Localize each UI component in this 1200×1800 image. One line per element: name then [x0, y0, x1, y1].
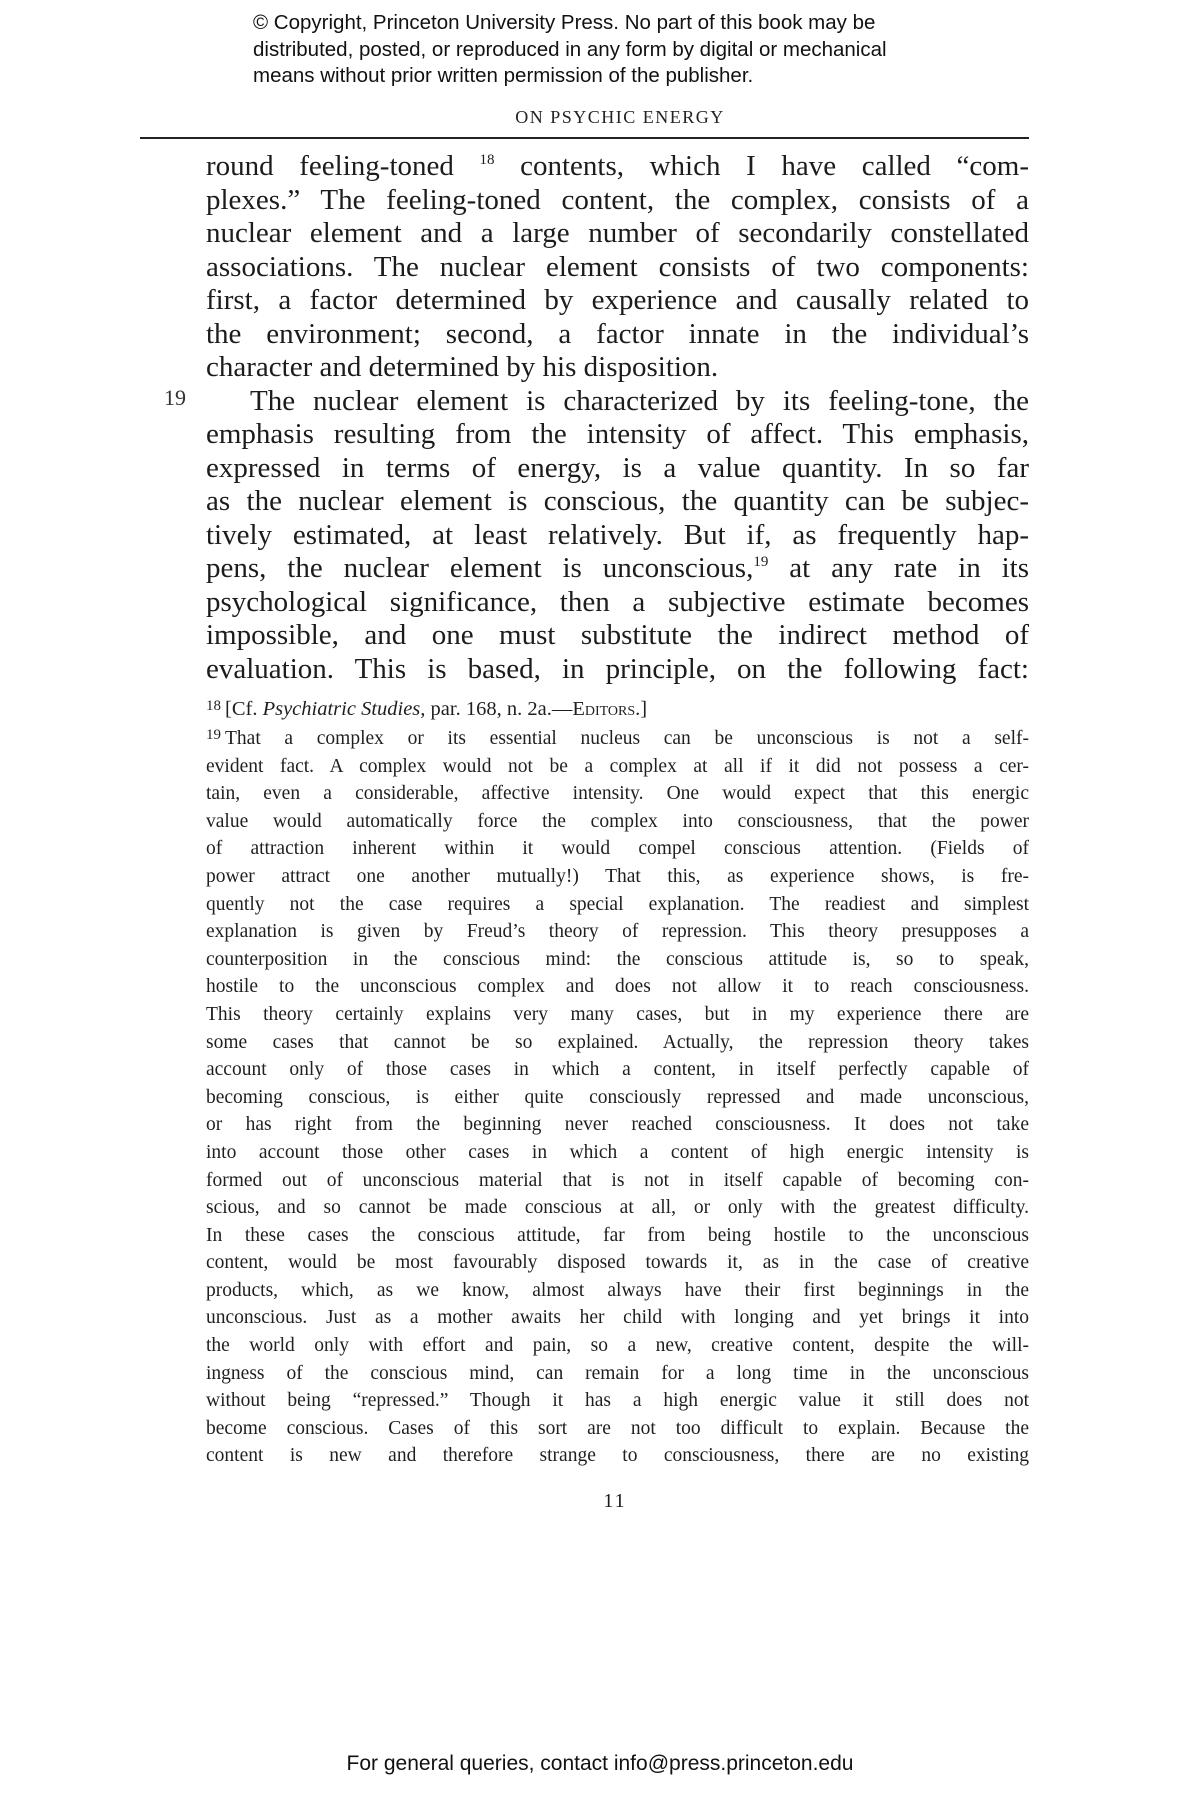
footnote-line: ingness of the conscious mind, can remain for a long time in the unconscious — [206, 1362, 1029, 1384]
body-text — [206, 150, 1029, 686]
copyright-line: means without prior written permission of the publisher. — [253, 64, 754, 87]
footnote-line: counterposition in the conscious mind: the conscious attitude is, so to speak, — [206, 948, 1029, 970]
text-line: associations. The nuclear element consists of two components: — [206, 250, 1029, 283]
footnote-line: account only of those cases in which a content, in itself perfectly capable of — [206, 1059, 1029, 1081]
footnote-18: $^{18}$ [Cf. Psychiatric Studies, par. 168, n. 2a.—Editors.] — [206, 698, 648, 720]
footnote-19 — [206, 725, 1029, 1470]
text-line: nuclear element and a large number of secondarily constellated — [206, 217, 1029, 249]
running-head: ON PSYCHIC ENERGY — [515, 107, 725, 127]
footnote-ref-19[interactable]: 19 — [753, 554, 769, 570]
text-line: impossible, and one must substitute the indirect method of — [206, 619, 1029, 651]
footnote-line: formed out of unconscious material that is not in itself capable of becoming con- — [206, 1169, 1029, 1191]
footnote-line: value would automatically force the complex into consciousness, that the power — [206, 810, 1029, 832]
footnote-line: evident fact. A complex would not be a complex at all if it did not possess a cer- — [206, 755, 1029, 777]
text-line: expressed in terms of energy, is a value quantity. In so far — [206, 451, 1029, 484]
footnote-ref-18[interactable]: 18 — [479, 152, 495, 168]
footnote-line: $^{19}$ That a complex or its essential nucleus can be unconscious is not a self- — [206, 727, 1029, 749]
footnote-line: become conscious. Cases of this sort are not too difficult to explain. Because the — [206, 1417, 1029, 1439]
text-line: The nuclear element is characterized by its feeling-tone, the — [250, 384, 1029, 417]
text-line: character and determined by his disposition. — [206, 351, 719, 383]
footnote-mark: 18 — [206, 698, 221, 714]
footnote-line: or has right from the beginning never reached consciousness. It does not take — [206, 1114, 1029, 1136]
footnote-line: This theory certainly explains very many cases, but in my experience there are — [206, 1003, 1029, 1025]
footnote-line: of attraction inherent within it would compel conscious attention. (Fields of — [206, 838, 1029, 860]
footnote-line: products, which, as we know, almost always have their first beginnings in the — [206, 1279, 1029, 1301]
text-line: first, a factor determined by experience and causally related to — [206, 284, 1029, 316]
text-line: the environment; second, a factor innate in the individual’s — [206, 317, 1029, 350]
footnote-line: content is new and therefore strange to consciousness, there are no existing — [206, 1445, 1029, 1467]
footnote-line: into account those other cases in which a content of high energic intensity is — [206, 1141, 1029, 1163]
footnote-line: In these cases the conscious attitude, far from being hostile to the unconscious — [206, 1224, 1029, 1246]
copyright-notice — [253, 10, 1013, 90]
text-line: tively estimated, at least relatively. But if, as frequently hap- — [206, 518, 1029, 551]
text-line: emphasis resulting from the intensity of affect. This emphasis, — [206, 418, 1029, 450]
footnote-line: without being “repressed.” Though it has a high energic value it still does not — [206, 1390, 1029, 1412]
text-line: psychological significance, then a subjective estimate becomes — [206, 585, 1029, 618]
footer-contact: For general queries, contact info@press.princeton.edu — [346, 1752, 854, 1775]
footnote-line: content, would be most favourably disposed towards it, as in the case of creative — [206, 1252, 1029, 1274]
text-line: pens, the nuclear element is unconscious,$^{19}$ at any rate in its — [206, 552, 1030, 584]
footnote-line: power attract one another mutually!) That this, as experience shows, is fre- — [206, 865, 1029, 887]
editors-mark: Editors — [572, 698, 636, 720]
footnote-line: quently not the case requires a special explanation. The readiest and simplest — [206, 893, 1029, 915]
footnote-line: scious, and so cannot be made conscious at all, or only with the greatest difficulty. — [206, 1197, 1029, 1219]
cited-title: Psychiatric Studies, — [262, 698, 426, 720]
text-line: as the nuclear element is conscious, the quantity can be subjec- — [206, 485, 1029, 517]
footnote-line: the world only with effort and pain, so a new, creative content, despite the will- — [206, 1335, 1029, 1357]
footnote-line: hostile to the unconscious complex and does not allow it to reach consciousness. — [206, 976, 1029, 998]
text-line: plexes.” The feeling-toned content, the complex, consists of a — [206, 183, 1029, 216]
header-rule — [140, 137, 1029, 139]
footnote-line: tain, even a considerable, affective intensity. One would expect that this energic — [206, 783, 1029, 805]
copyright-line: © Copyright, Princeton University Press. No part of this book may be — [253, 11, 876, 34]
copyright-line: distributed, posted, or reproduced in any form by digital or mechanical — [253, 37, 887, 61]
page-number: 11 — [603, 1490, 627, 1512]
text-line: evaluation. This is based, in principle, on the following fact: — [206, 652, 1029, 685]
paragraph-number: 19 — [164, 385, 186, 410]
footnote-mark: 19 — [206, 727, 221, 743]
text-line: round feeling-toned $^{18}$ contents, which I have called “com- — [206, 150, 1029, 182]
footnote-line: some cases that cannot be so explained. Actually, the repression theory takes — [206, 1031, 1029, 1053]
footnote-line: becoming conscious, is either quite consciously repressed and made unconscious, — [206, 1086, 1029, 1108]
footnote-line: unconscious. Just as a mother awaits her child with longing and yet brings it into — [206, 1307, 1029, 1329]
footnote-line: explanation is given by Freud’s theory of repression. This theory presupposes a — [206, 921, 1029, 943]
